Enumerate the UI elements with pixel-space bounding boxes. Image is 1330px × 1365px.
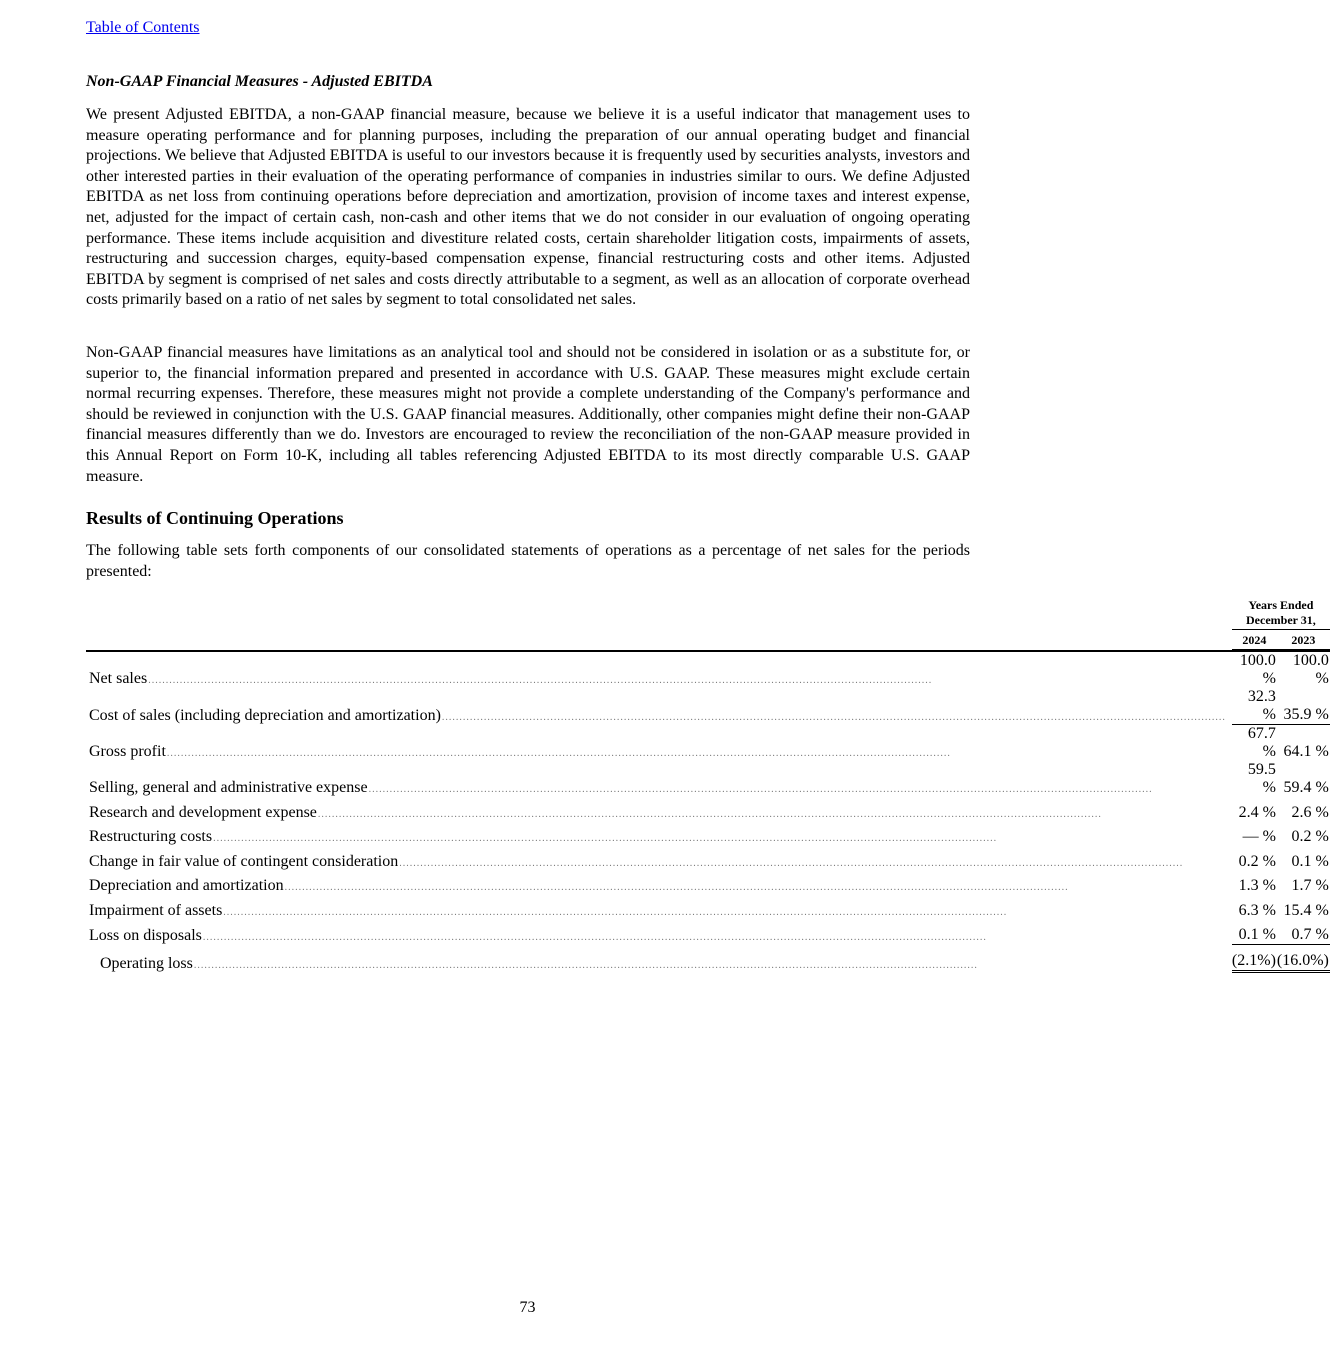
section-title-results-of-operations: Results of Continuing Operations: [86, 508, 344, 528]
operations-percentage-table: [86, 598, 1330, 973]
value-2023: 0.7 %: [1277, 920, 1330, 946]
paragraph-non-gaap-limitations: Non-GAAP financial measures have limitations as an analytical tool and should not be considered in isolation or as a substitute for, or superior to, the financial information prepared and presented in accordance with U.S. GAAP. These measures might exclude certain normal recurring expenses. Therefore, these measures might not provide a complete understanding of the Company's performance and should be reviewed in conjunction with the U.S. GAAP financial measures. Additionally, other companies might define their non-GAAP financial measures differently than we do. Investors are encouraged to review the reconciliation of the non-GAAP measure provided in this Annual Report on Form 10-K, including all tables referencing Adjusted EBITDA to its most directly comparable U.S. GAAP measure.: [86, 344, 970, 485]
dot-leader: [203, 932, 1226, 943]
value-2023: 59.4 %: [1283, 779, 1329, 796]
page-number: 73: [519, 1299, 536, 1316]
dot-leader: [223, 907, 1226, 918]
value-2024: 6.3 %: [1238, 901, 1276, 919]
paragraph-table-intro: The following table sets forth components of our consolidated statements of operations as a percentage of net sales for the periods presented:: [86, 542, 970, 580]
value-2023: 1.7 %: [1291, 877, 1329, 894]
row-label: Net sales: [89, 670, 148, 687]
value-2024: — %: [1242, 828, 1276, 845]
year-header-2024: 2024: [1232, 630, 1277, 650]
dot-leader: [285, 882, 1226, 893]
table-of-contents-link[interactable]: Table of Contents: [86, 19, 200, 36]
row-label: Change in fair value of contingent consideration: [89, 852, 399, 870]
dot-leader: [213, 833, 1226, 844]
table-row: [86, 920, 1330, 946]
value-2024: 1.3 %: [1238, 877, 1276, 894]
value-2023: 15.4 %: [1283, 901, 1329, 919]
value-2024: 0.1 %: [1232, 920, 1277, 946]
value-2024: 0.2 %: [1238, 852, 1276, 870]
value-2023: (16.0%): [1277, 945, 1330, 973]
value-2023: 35.9 %: [1277, 688, 1330, 725]
value-2024: (2.1%): [1232, 945, 1277, 973]
row-label: Loss on disposals: [89, 927, 202, 944]
value-2024: 100.0 %: [1232, 650, 1277, 688]
row-label: Selling, general and administrative expense: [89, 779, 368, 796]
dot-leader: [399, 858, 1226, 869]
table-row: [86, 761, 1330, 797]
year-header-2023: 2023: [1277, 630, 1330, 650]
value-2023: 0.2 %: [1291, 828, 1329, 845]
value-2024: 59.5 %: [1247, 761, 1276, 796]
dot-leader: [369, 784, 1226, 795]
dot-leader: [318, 809, 1226, 820]
value-2024: 32.3 %: [1232, 688, 1277, 725]
row-label: Depreciation and amortization: [89, 877, 284, 894]
period-header: Years Ended December 31,: [1232, 598, 1330, 630]
row-label: Cost of sales (including depreciation and amortization): [89, 707, 441, 724]
row-label: Gross profit: [89, 743, 166, 760]
table-row: [86, 650, 1330, 688]
table-row: [86, 822, 1330, 847]
table-row: [86, 846, 1330, 871]
row-label: Research and development expense: [89, 803, 317, 821]
value-2024: 67.7 %: [1247, 725, 1276, 760]
row-label: Restructuring costs: [89, 828, 213, 845]
dot-leader: [442, 712, 1226, 723]
table-row: [86, 871, 1330, 896]
value-2023: 2.6 %: [1291, 803, 1329, 821]
dot-leader: [194, 960, 1226, 971]
section-title-adjusted-ebitda: Non-GAAP Financial Measures - Adjusted EBITDA: [86, 73, 433, 90]
table-row: [86, 797, 1330, 822]
row-label: Impairment of assets: [89, 901, 223, 919]
dot-leader: [148, 675, 1226, 686]
value-2023: 100.0 %: [1277, 650, 1330, 688]
row-label: Operating loss: [100, 954, 193, 972]
table-row: [86, 945, 1330, 973]
table-row: [86, 895, 1330, 920]
value-2024: 2.4 %: [1238, 803, 1276, 821]
table-row: [86, 688, 1330, 725]
value-2023: 0.1 %: [1291, 852, 1329, 870]
table-row: [86, 725, 1330, 761]
paragraph-adjusted-ebitda-definition: We present Adjusted EBITDA, a non-GAAP financial measure, because we believe it is a useful indicator that management uses to measure operating performance and for planning purposes, including the preparation of our annual operating budget and financial projections. We believe that Adjusted EBITDA is useful to our investors because it is frequently used by securities analysts, investors and other interested parties in their evaluation of the operating performance of companies in industries similar to ours. We define Adjusted EBITDA as net loss from continuing operations before depreciation and amortization, provision of income taxes and interest expense, net, adjusted for the impact of certain cash, non-cash and other items that we do not consider in our evaluation of ongoing operating performance. These items include acquisition and divestiture related costs, certain shareholder litigation costs, impairments of assets, restructuring and succession charges, equity-based compensation expense, financial restructuring costs and other items. Adjusted EBITDA by segment is comprised of net sales and costs directly attributable to a segment, as well as an allocation of corporate overhead costs primarily based on a ratio of net sales by segment to total consolidated net sales.: [86, 106, 970, 309]
dot-leader: [167, 748, 1226, 759]
value-2023: 64.1 %: [1283, 743, 1329, 760]
